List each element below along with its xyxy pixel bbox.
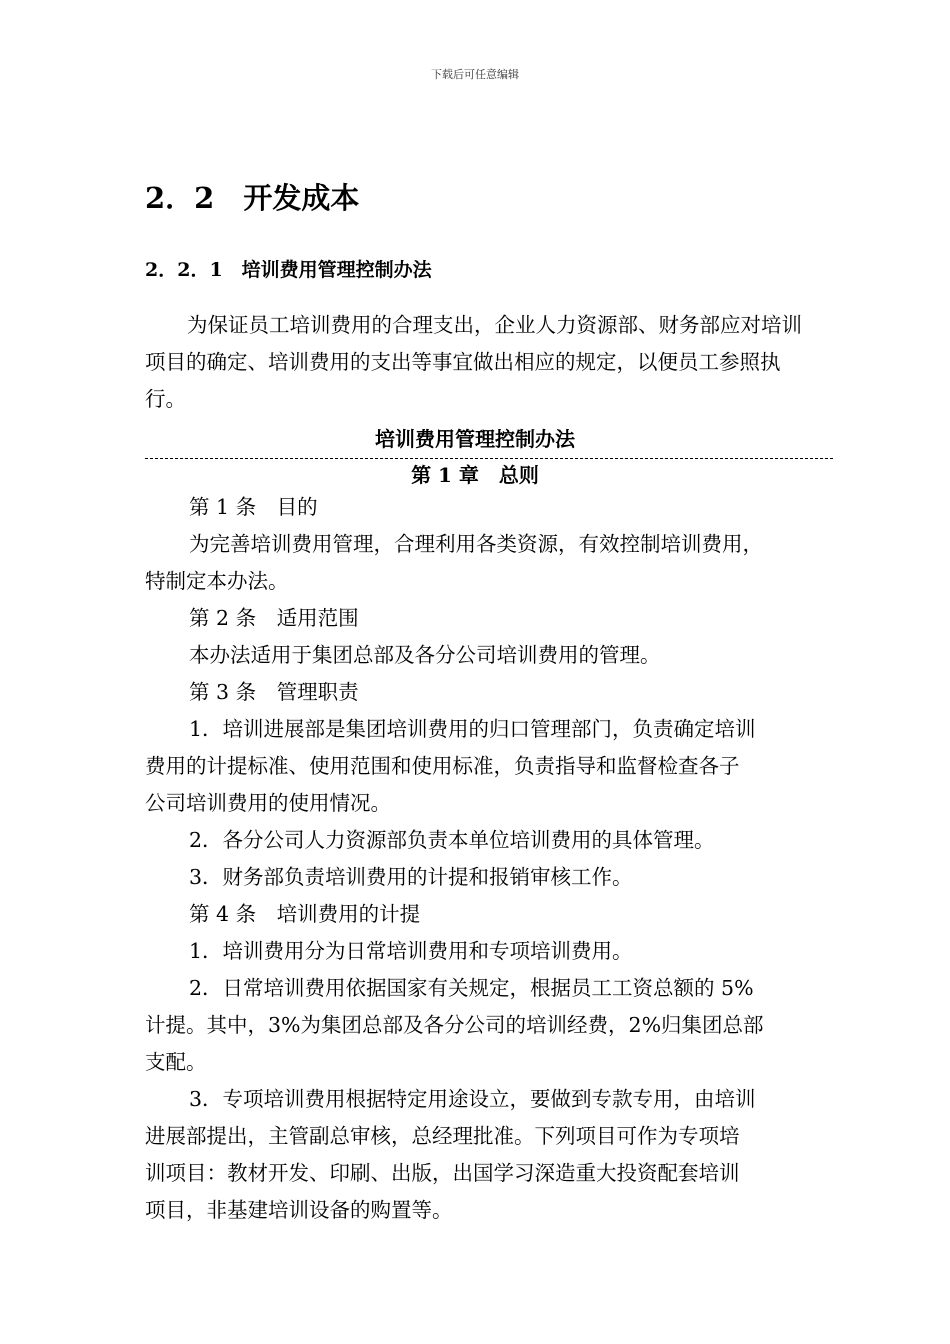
- body-line: 计提。其中，3%为集团总部及各分公司的培训经费，2%归集团总部: [145, 1013, 764, 1037]
- body-line: 费用的计提标准、使用范围和使用标准，负责指导和监督检查各子: [145, 754, 740, 778]
- section-title: 2．2 开发成本: [145, 181, 360, 215]
- body-line: 为完善培训费用管理，合理利用各类资源，有效控制培训费用，: [189, 532, 763, 556]
- body-line: 支配。: [145, 1050, 207, 1074]
- document-title: 培训费用管理控制办法: [375, 427, 575, 451]
- body-line: 项目，非基建培训设备的购置等。: [145, 1198, 453, 1222]
- body-line: 3．财务部负责培训费用的计提和报销审核工作。: [189, 865, 633, 889]
- body-line: 训项目：教材开发、印刷、出版，出国学习深造重大投资配套培训: [145, 1161, 740, 1185]
- article-heading: 第 3 条 管理职责: [189, 680, 359, 704]
- subsection-title: 2．2．1 培训费用管理控制办法: [145, 259, 432, 281]
- body-line: 公司培训费用的使用情况。: [145, 791, 391, 815]
- body-line: 1．培训进展部是集团培训费用的归口管理部门，负责确定培训: [189, 717, 756, 741]
- article-heading: 第 4 条 培训费用的计提: [189, 902, 421, 926]
- page-header-note: 下载后可任意编辑: [431, 68, 519, 81]
- body-line: 特制定本办法。: [145, 569, 289, 593]
- article-heading: 第 2 条 适用范围: [189, 606, 359, 630]
- body-line: 2．日常培训费用依据国家有关规定，根据员工工资总额的 5%: [189, 976, 754, 1000]
- body-line: 3．专项培训费用根据特定用途设立，要做到专款专用，由培训: [189, 1087, 756, 1111]
- body-line: 2．各分公司人力资源部负责本单位培训费用的具体管理。: [189, 828, 715, 852]
- chapter-title: 第 1 章 总则: [411, 463, 539, 487]
- body-line: 本办法适用于集团总部及各分公司培训费用的管理。: [189, 643, 661, 667]
- body-line: 进展部提出，主管副总审核，总经理批准。下列项目可作为专项培: [145, 1124, 740, 1148]
- body-line: 1．培训费用分为日常培训费用和专项培训费用。: [189, 939, 633, 963]
- article-heading: 第 1 条 目的: [189, 495, 318, 519]
- intro-paragraph: 为保证员工培训费用的合理支出，企业人力资源部、财务部应对培训项目的确定、培训费用的支出等事宜做出相应的规定，以便员工参照执行。: [145, 313, 802, 411]
